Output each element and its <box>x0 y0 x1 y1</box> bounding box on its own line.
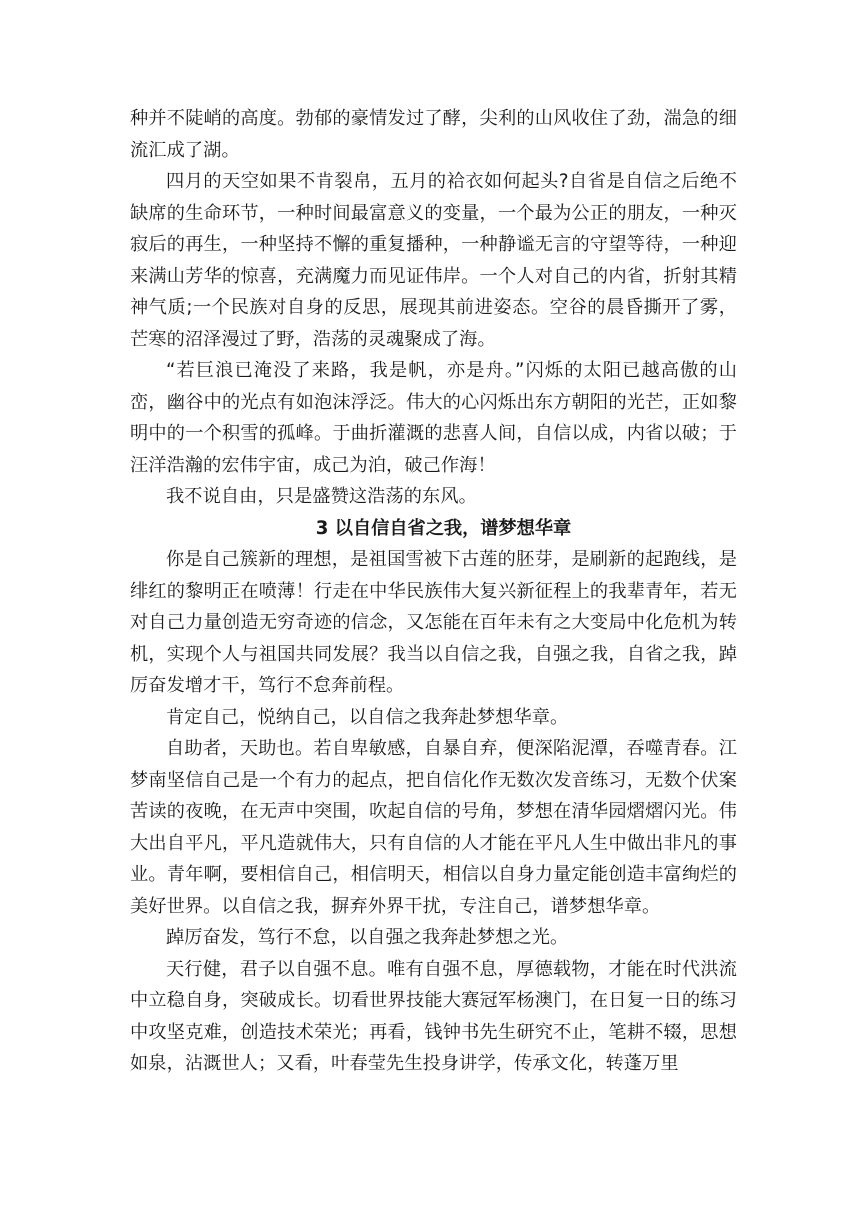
paragraph: 踔厉奋发，笃行不怠，以自强之我奔赴梦想之光。 <box>166 927 569 948</box>
paragraph: 你是自己簇新的理想，是祖国雪被下古莲的胚芽，是刷新的起跑线，是绯红的黎明正在喷薄！行走在中华民族伟大复兴新征程上的我辈青年，若无对自己力量创造无穷奇迹的信念，又怎能在百年未有之大变局中化危机为转机，实现个人与祖国共同发展？我当以自信之我，自强之我，自省之我，踔厉奋发增才干，笃行不怠奔前程。 <box>130 549 737 696</box>
paragraph: 种并不陡峭的高度。勃郁的豪情发过了酵，尖利的山风收住了劲，湍急的细流汇成了湖。 <box>130 108 737 161</box>
paragraph: 自助者，天助也。若自卑敏感，自暴自弃，便深陷泥潭，吞噬青春。江梦南坚信自己是一个有力的起点，把自信化作无数次发音练习，无数个伏案苦读的夜晚，在无声中突围，吹起自信的号角，梦想在清华园熠熠闪光。伟大出自平凡，平凡造就伟大，只有自信的人才能在平凡人生中做出非凡的事业。青年啊，要相信自己，相信明天，相信以自身力量定能创造丰富绚烂的美好世界。以自信之我，摒弃外界干扰，专注自己，谱梦想华章。 <box>130 738 737 917</box>
paragraph: 天行健，君子以自强不息。唯有自强不息，厚德载物，才能在时代洪流中立稳自身，突破成长。切看世界技能大赛冠军杨澳门，在日复一日的练习中攻坚克难，创造技术荣光；再看，钱钟书先生研究不止，笔耕不辍，思想如泉，沾溉世人；又看，叶春莹先生投身讲学，传承文化，转蓬万里 <box>130 958 737 1074</box>
paragraph: “若巨浪已淹没了来路，我是帆，亦是舟。”闪烁的太阳已越高傲的山峦，幽谷中的光点有如泡沫浮泛。伟大的心闪烁出东方朝阳的光芒，正如黎明中的一个积雪的孤峰。于曲折灌溉的悲喜人间，自信以成，内省以破；于汪洋浩瀚的宏伟宇宙，成己为泊，破己作海！ <box>130 360 737 476</box>
document-page <box>130 103 737 1080</box>
paragraph: 肯定自己，悦纳自己，以自信之我奔赴梦想华章。 <box>166 706 569 728</box>
paragraph: 四月的天空如果不肯裂帛，五月的袷衣如何起头?自省是自信之后绝不缺席的生命环节，一种时间最富意义的变量，一个最为公正的朋友，一种灭寂后的再生，一种坚持不懈的重复播种，一种静谧无言的守望等待，一种迎来满山芳华的惊喜，充满魔力而见证伟岸。一个人对自己的内省，折射其精神气质;一个民族对自身的反思，展现其前进姿态。空谷的晨昏撕开了雾，芒寒的沼泽漫过了野，浩荡的灵魂聚成了海。 <box>130 171 737 350</box>
paragraph: 我不说自由，只是盛赞这浩荡的东风。 <box>166 486 477 507</box>
section-heading: 3 以自信自省之我，谱梦想华章 <box>315 517 572 539</box>
